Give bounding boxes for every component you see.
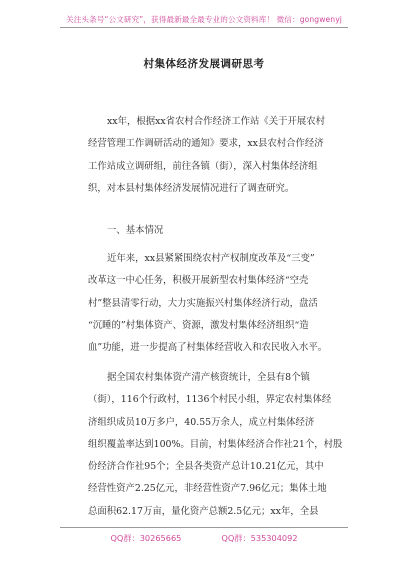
paragraph-line: 工作站成立调研组，前往各镇（街），深入村集体经济组: [88, 160, 318, 172]
header-banner: 关注头条号“公文研究”，获得最新最全最专业的公文资料库！ 微信：gongwenyj: [66, 15, 342, 24]
paragraph-line: 改革这一中心任务，积极开展新型农村集体经济“空壳: [88, 275, 309, 287]
paragraph-line: 血”功能，进一步提高了村集体经营收入和农民收入水平。: [88, 342, 328, 354]
footer-qq-group-2: QQ群：535304092: [221, 533, 298, 543]
document-title: 村集体经济发展调研思考: [143, 58, 265, 70]
paragraph-line: 总面积62.17万亩，量化资产总额2.5亿元；xx年，全县: [88, 505, 319, 517]
footer-banner: [0, 533, 408, 544]
paragraph-line: 经营管理工作调研活动的通知》要求，xx县农村合作经济: [88, 138, 324, 150]
paragraph-line: 组织覆盖率达到100%。目前，村集体经济合作社21个，村股: [88, 438, 343, 450]
paragraph-intro: [88, 111, 338, 200]
paragraph-line: 经营性资产2.25亿元，非经营性资产7.96亿元；集体土地: [88, 483, 327, 495]
footer-qq-group-1: QQ群：30265665: [110, 533, 182, 543]
paragraph-line: 济组织成员10万多户，40.55万余人，成立村集体经济: [88, 416, 315, 428]
paragraph-line: （街），116个行政村，1136个村民小组，界定农村集体经: [88, 394, 332, 406]
paragraph-line: 织，对本县村集体经济发展情况进行了调查研究。: [88, 182, 295, 194]
paragraph-line: 村”整县清零行动，大力实施振兴村集体经济行动，盘活: [88, 297, 318, 309]
paragraph-line: 份经济合作社95个；全县各类资产总计10.21亿元，其中: [88, 461, 324, 473]
paragraph-statistics: [88, 367, 343, 523]
paragraph-background: [88, 248, 338, 359]
header-divider: [60, 27, 348, 28]
paragraph-line: “沉睡的”村集体资产、资源，激发村集体经济组织“造: [88, 319, 309, 331]
paragraph-line: 据全国农村集体资产清产核资统计，全县有8个镇: [107, 372, 310, 383]
paragraph-line: 近年来，xx县紧紧围绕农村产权制度改革及“三变”: [107, 253, 315, 264]
footer-divider: [60, 527, 348, 528]
paragraph-line: xx年，根据xx省农村合作经济工作站《关于开展农村: [107, 116, 326, 127]
section-heading: 一、基本情况: [107, 225, 164, 236]
